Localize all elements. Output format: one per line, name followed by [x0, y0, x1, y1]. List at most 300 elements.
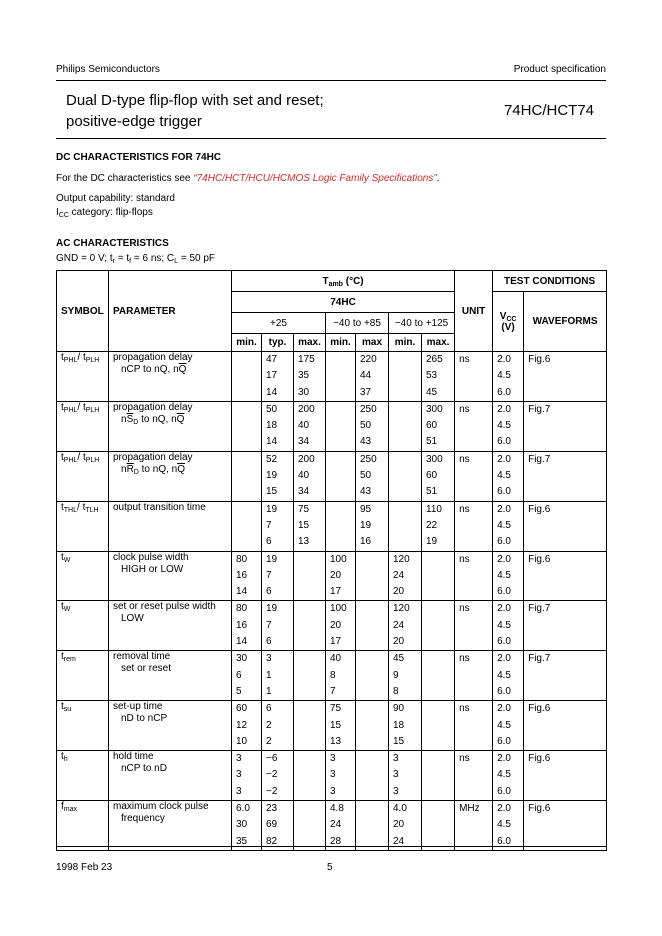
waveform-cell [524, 401, 607, 451]
value: 16 [360, 536, 372, 548]
value: 17 [330, 636, 342, 648]
value: 51 [426, 436, 438, 448]
value: 3 [266, 653, 272, 665]
value: 265 [426, 354, 443, 365]
typ-25-cell [262, 651, 294, 701]
typ-25-cell [262, 501, 294, 551]
waveform-cell [524, 601, 607, 651]
icc-category-text: category: flip-flops [68, 207, 153, 218]
value: 7 [266, 619, 272, 631]
icc-subscript: CC [58, 212, 69, 219]
param-name: set or reset pulse width [113, 601, 216, 613]
unit-header: UNIT [455, 271, 493, 352]
vcc-value: 2.0 [497, 453, 511, 465]
vcc-value: 4.5 [497, 370, 511, 382]
waveform-ref: Fig.6 [528, 803, 551, 815]
min-125-cell [389, 501, 422, 551]
max-125-header: max. [422, 334, 455, 352]
value: 100 [330, 553, 347, 565]
symbol-letter: t [61, 651, 64, 663]
value: 200 [298, 403, 315, 415]
parameter-cell [109, 352, 232, 402]
cond-pf: = 50 pF [178, 253, 216, 264]
vcc-value: 2.0 [497, 603, 511, 615]
symbol-subscript: max [63, 806, 78, 814]
value: 110 [426, 503, 442, 515]
vcc-value: 4.5 [497, 420, 511, 432]
waveform-cell [524, 751, 607, 801]
typ-25-cell [262, 352, 294, 402]
value: 28 [330, 835, 342, 847]
parameter-cell [109, 551, 232, 601]
max-125-cell [422, 751, 455, 801]
min-25-cell [232, 451, 262, 501]
waveform-ref: Fig.6 [528, 703, 551, 715]
max-25-cell [294, 352, 326, 402]
value: 6 [266, 586, 272, 598]
value: −2 [266, 769, 278, 781]
value: 50 [266, 403, 278, 415]
value: 3 [330, 785, 336, 797]
unit-cell [455, 451, 493, 501]
vcc-value: 2.0 [497, 803, 511, 815]
icc-category [56, 206, 153, 220]
value: 40 [330, 653, 342, 665]
max-25-cell [294, 451, 326, 501]
value: 69 [266, 819, 278, 831]
value: 23 [266, 803, 278, 815]
vcc-value: 6.0 [497, 386, 511, 398]
value: 19 [266, 503, 278, 515]
value: 3 [330, 753, 336, 765]
value: 24 [330, 819, 342, 831]
symbol-cell [57, 401, 109, 451]
vcc-value: 4.5 [497, 519, 511, 531]
unit-cell [455, 352, 493, 402]
value: 16 [236, 619, 248, 631]
unit-cell [455, 801, 493, 851]
min-125-cell [389, 601, 422, 651]
value: 44 [360, 370, 372, 382]
value: −2 [266, 785, 278, 797]
table-row [57, 451, 607, 501]
vcc-cell [493, 701, 524, 751]
unit-cell [455, 701, 493, 751]
value: 24 [393, 569, 405, 581]
max-85-cell [356, 551, 389, 601]
value: 20 [393, 636, 405, 648]
max-85-cell [356, 701, 389, 751]
table-row [57, 651, 607, 701]
param-name: output transition time [113, 501, 206, 513]
parameter-cell [109, 601, 232, 651]
min-125-cell [389, 701, 422, 751]
symbol-letter: t [61, 352, 64, 363]
document-type: Product specification [513, 64, 606, 75]
max-125-cell [422, 801, 455, 851]
vcc-value: 4.5 [497, 719, 511, 731]
max-125-cell [422, 401, 455, 451]
min-25-cell [232, 501, 262, 551]
unit-value: ns [459, 603, 470, 615]
vcc-value: 6.0 [497, 685, 511, 697]
vcc-header [493, 292, 524, 352]
cond-f-sub: f [129, 258, 132, 265]
max-25-cell [294, 651, 326, 701]
vcc-value: 6.0 [497, 835, 511, 847]
max-25-cell [294, 501, 326, 551]
min-125-cell [389, 751, 422, 801]
family-spec-link[interactable]: “74HC/HCT/HCU/HCMOS Logic Family Specifications” [193, 173, 437, 184]
table-row [57, 352, 607, 402]
dc-heading: DC CHARACTERISTICS FOR 74HC [56, 152, 222, 163]
symbol-subscript: rem [63, 656, 76, 664]
waveform-cell [524, 451, 607, 501]
value: 18 [393, 719, 405, 731]
value: 30 [236, 653, 248, 665]
value: 24 [393, 835, 405, 847]
cond-ns: = 6 ns; C [131, 253, 175, 264]
document-title [66, 90, 396, 132]
param-subscript: D [133, 468, 139, 476]
parameter-cell [109, 701, 232, 751]
symbol-letter: f [61, 801, 64, 813]
vcc-value: 6.0 [497, 436, 511, 448]
value: 37 [360, 386, 372, 398]
value: 250 [360, 453, 377, 465]
value: 20 [330, 569, 342, 581]
param-text: HIGH or LOW [121, 563, 184, 575]
output-capability: Output capability: standard [56, 193, 175, 204]
vcc-value: 4.5 [497, 819, 511, 831]
family-header: 74HC [232, 292, 455, 313]
waveforms-header: WAVEFORMS [524, 292, 607, 352]
max-85-cell [356, 352, 389, 402]
symbol-header: SYMBOL [57, 271, 109, 352]
value: 75 [298, 503, 310, 515]
symbol-cell [57, 651, 109, 701]
value: −6 [266, 753, 278, 765]
value: 175 [298, 354, 315, 365]
parameter-header: PARAMETER [109, 271, 232, 352]
param-name: propagation delay [113, 352, 193, 363]
max-85-cell [356, 401, 389, 451]
header-rule [56, 80, 606, 81]
symbol-cell [57, 801, 109, 851]
value: 14 [236, 636, 248, 648]
symbol-subscript: h [63, 756, 68, 764]
param-text-2: to nQ, n [138, 463, 178, 475]
title-line-1: Dual D-type flip-flop with set and reset; [66, 92, 324, 109]
table-row [57, 551, 607, 601]
vcc-value: 6.0 [497, 636, 511, 648]
max-85-cell [356, 651, 389, 701]
value: 90 [393, 703, 405, 715]
min-85-cell [326, 551, 356, 601]
param-overline-2: $\overline{Q}$ [177, 463, 185, 475]
vcc-value: 2.0 [497, 753, 511, 765]
dc-reference [56, 172, 439, 186]
title-line-2: positive-edge trigger [66, 113, 202, 130]
unit-cell [455, 751, 493, 801]
min-25-header: min. [232, 334, 262, 352]
value: 10 [236, 735, 248, 747]
min-125-cell [389, 651, 422, 701]
param-name: removal time [113, 651, 171, 663]
param-text-2: to nQ, n [138, 413, 177, 425]
min-25-cell [232, 401, 262, 451]
value: 3 [236, 753, 242, 765]
symbol-cell [57, 352, 109, 402]
min-85-cell [326, 651, 356, 701]
value: 8 [330, 669, 336, 681]
vcc-value: 2.0 [497, 403, 511, 415]
value: 60 [236, 703, 248, 715]
min-25-cell [232, 352, 262, 402]
value: 80 [236, 553, 248, 565]
vcc-sub: CC [506, 315, 517, 323]
vcc-v: V [499, 310, 507, 322]
value: 6 [236, 669, 242, 681]
value: 53 [426, 370, 438, 382]
symbol-second-subscript: PLH [85, 406, 100, 414]
typ-25-cell [262, 551, 294, 601]
min-85-cell [326, 751, 356, 801]
footer-date: 1998 Feb 23 [56, 862, 113, 873]
value: 9 [393, 669, 399, 681]
value: 14 [236, 586, 248, 598]
value: 20 [393, 819, 405, 831]
value: 60 [426, 420, 438, 432]
max-125-cell [422, 601, 455, 651]
symbol-letter: t [61, 751, 64, 763]
vcc-value: 6.0 [497, 785, 511, 797]
symbol-subscript: PHL [63, 357, 78, 364]
value: 50 [360, 420, 372, 432]
symbol-subscript: W [63, 606, 71, 614]
value: 2 [266, 719, 272, 731]
param-text: nCP to nD [121, 763, 167, 775]
symbol-letter: t [61, 701, 64, 713]
min-125-cell [389, 551, 422, 601]
max-25-cell [294, 551, 326, 601]
symbol-letter: t [61, 551, 64, 563]
typ-25-cell [262, 801, 294, 851]
max-25-cell [294, 401, 326, 451]
value: 75 [330, 703, 342, 715]
min-125-header: min. [389, 334, 422, 352]
value: 6.0 [236, 803, 250, 815]
unit-value: MHz [459, 803, 480, 815]
vcc-value: 6.0 [497, 586, 511, 598]
param-name: set-up time [113, 701, 163, 713]
value: 1 [266, 685, 272, 697]
param-overline: $\overline{S}$ [126, 413, 134, 425]
unit-value: ns [459, 453, 470, 465]
unit-value: ns [459, 553, 470, 565]
param-overline: $\overline{Q}$ [178, 364, 187, 375]
vcc-value: 4.5 [497, 470, 511, 482]
waveform-cell [524, 801, 607, 851]
value: 120 [393, 603, 410, 615]
value: 3 [393, 785, 399, 797]
min-125-cell [389, 801, 422, 851]
waveform-cell [524, 551, 607, 601]
max-85-cell [356, 601, 389, 651]
max-85-cell [356, 751, 389, 801]
value: 60 [426, 470, 438, 482]
typ-25-header: typ. [262, 334, 294, 352]
vcc-value: 4.5 [497, 569, 511, 581]
symbol-second: / t [77, 352, 86, 363]
symbol-cell [57, 601, 109, 651]
value: 17 [266, 370, 278, 382]
tamb-t: T [322, 275, 329, 287]
range-125-header: −40 to +125 [389, 313, 455, 334]
symbol-subscript: PHL [63, 456, 78, 464]
max-25-cell [294, 601, 326, 651]
vcc-value: 2.0 [497, 354, 511, 365]
min-85-header: min. [326, 334, 356, 352]
value: 45 [393, 653, 405, 665]
value: 6 [266, 636, 272, 648]
dc-see-suffix: . [436, 173, 440, 184]
symbol-subscript: W [63, 556, 71, 564]
tamb-header [232, 271, 455, 292]
value: 250 [360, 403, 377, 415]
param-name: hold time [113, 751, 154, 763]
value: 2 [266, 735, 272, 747]
param-subscript: D [133, 418, 139, 426]
value: 35 [236, 835, 248, 847]
vcc-cell [493, 601, 524, 651]
parameter-cell [109, 651, 232, 701]
value: 3 [330, 769, 336, 781]
min-125-cell [389, 352, 422, 402]
min-25-cell [232, 701, 262, 751]
waveform-ref: Fig.6 [528, 354, 551, 365]
value: 50 [360, 470, 372, 482]
part-number: 74HC/HCT74 [503, 102, 594, 119]
tamb-sub: amb [328, 280, 343, 288]
parameter-cell [109, 451, 232, 501]
vcc-value: 4.5 [497, 669, 511, 681]
symbol-second-subscript: PLH [85, 456, 100, 464]
value: 40 [298, 470, 310, 482]
value: 3 [393, 753, 399, 765]
range-85-header: −40 to +85 [326, 313, 389, 334]
max-25-cell [294, 751, 326, 801]
typ-25-cell [262, 451, 294, 501]
symbol-letter: t [61, 601, 64, 613]
waveform-ref: Fig.7 [528, 453, 551, 465]
vcc-unit: (V) [501, 321, 515, 333]
param-overline: $\overline{R}$ [126, 463, 134, 475]
cond-gnd: GND = 0 V; t [56, 253, 113, 264]
value: 82 [266, 835, 278, 847]
value: 4.8 [330, 803, 344, 815]
waveform-ref: Fig.6 [528, 503, 551, 515]
unit-value: ns [459, 503, 470, 515]
value: 6 [266, 703, 272, 715]
param-text: set or reset [121, 663, 172, 675]
table-row [57, 751, 607, 801]
value: 220 [360, 354, 377, 365]
value: 19 [266, 553, 278, 565]
vcc-value: 6.0 [497, 486, 511, 498]
value: 19 [426, 536, 438, 548]
ac-heading: AC CHARACTERISTICS [56, 238, 169, 249]
range-25-header: +25 [232, 313, 326, 334]
ac-characteristics-table [56, 270, 607, 851]
vcc-value: 4.5 [497, 619, 511, 631]
cond-l-sub: L [174, 258, 179, 265]
value: 3 [236, 769, 242, 781]
table-row [57, 801, 607, 851]
value: 95 [360, 503, 372, 515]
max-125-cell [422, 501, 455, 551]
value: 17 [330, 586, 342, 598]
max-25-cell [294, 801, 326, 851]
value: 100 [330, 603, 347, 615]
value: 200 [298, 453, 315, 465]
value: 14 [266, 386, 278, 398]
param-name: propagation delay [113, 451, 193, 463]
param-text: frequency [121, 813, 165, 825]
value: 22 [426, 519, 438, 531]
value: 5 [236, 685, 242, 697]
max-25-cell [294, 701, 326, 751]
symbol-second: / t [77, 501, 86, 513]
unit-value: ns [459, 703, 470, 715]
unit-value: ns [459, 403, 470, 415]
vcc-value: 6.0 [497, 536, 511, 548]
symbol-subscript: su [63, 706, 72, 714]
unit-value: ns [459, 653, 470, 665]
value: 1 [266, 669, 272, 681]
footer-rule [56, 846, 606, 847]
value: 7 [266, 569, 272, 581]
unit-value: ns [459, 753, 470, 765]
waveform-ref: Fig.6 [528, 753, 551, 765]
waveform-cell [524, 501, 607, 551]
table-row [57, 501, 607, 551]
value: 15 [393, 735, 405, 747]
symbol-subscript: PHL [63, 406, 78, 414]
value: 40 [298, 420, 310, 432]
value: 6 [266, 536, 272, 548]
test-conditions-header: TEST CONDITIONS [493, 271, 607, 292]
value: 30 [298, 386, 310, 398]
value: 35 [298, 370, 310, 382]
waveform-cell [524, 701, 607, 751]
symbol-cell [57, 701, 109, 751]
max-125-cell [422, 451, 455, 501]
min-25-cell [232, 751, 262, 801]
param-name: maximum clock pulse [113, 801, 209, 813]
vcc-value: 6.0 [497, 735, 511, 747]
vcc-value: 2.0 [497, 553, 511, 565]
parameter-cell [109, 401, 232, 451]
param-text: n [121, 413, 127, 425]
dc-see-prefix: For the DC characteristics see [56, 173, 194, 184]
value: 19 [360, 519, 372, 531]
value: 51 [426, 486, 438, 498]
symbol-second: / t [77, 451, 86, 463]
value: 19 [266, 603, 278, 615]
waveform-ref: Fig.7 [528, 603, 551, 615]
value: 18 [266, 420, 278, 432]
